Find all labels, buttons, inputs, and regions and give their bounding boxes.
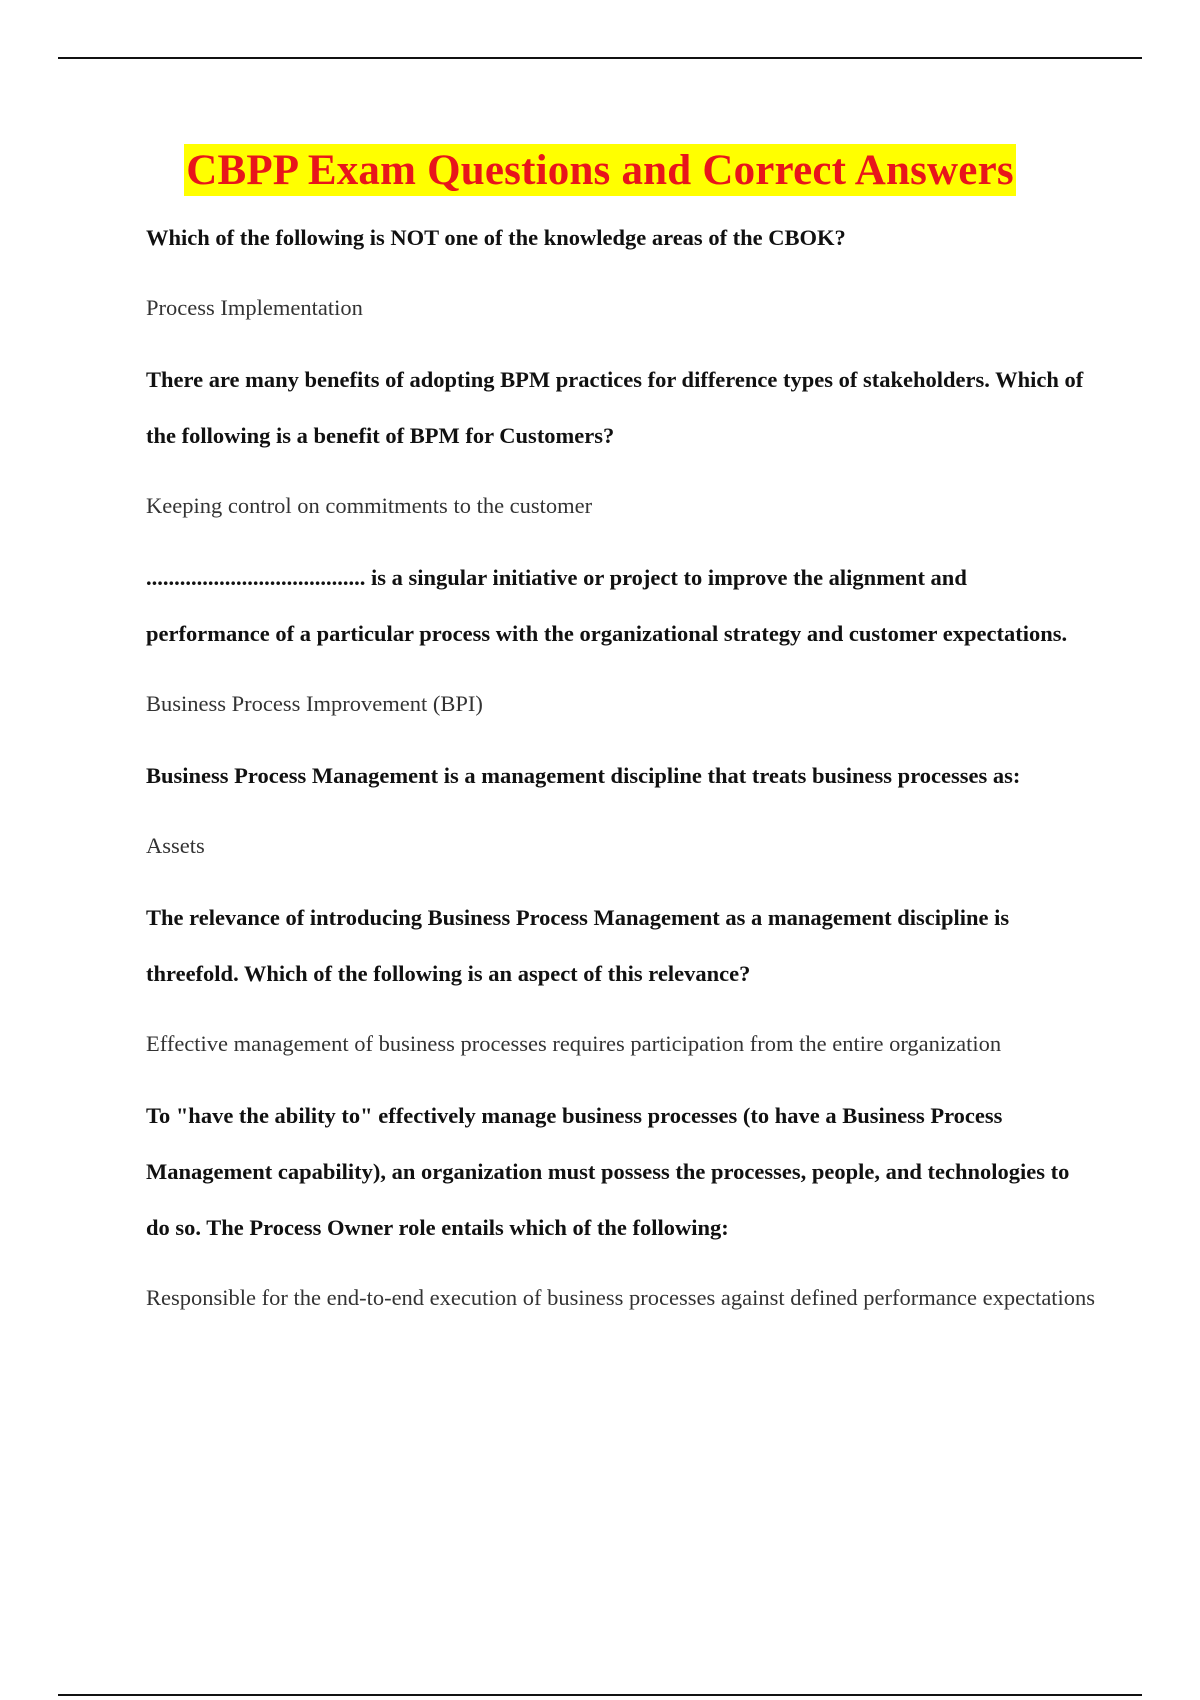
bottom-rule [58, 1694, 1142, 1696]
question-2: There are many benefits of adopting BPM practices for difference types of stakeholders. Which of the following is a benefit of BPM for Customers? [146, 367, 1084, 448]
question-3: ....................................... is a singular initiative or project to improve the alignment and performance of a particular process with the organizational strategy and customer expectations. [146, 565, 1068, 646]
answer-3: Business Process Improvement (BPI) [146, 691, 483, 716]
answer-5: Effective management of business processes requires participation from the entire organization [146, 1031, 1002, 1056]
document-title: CBPP Exam Questions and Correct Answers [184, 144, 1016, 196]
answer-2: Keeping control on commitments to the customer [146, 493, 593, 518]
question-1: Which of the following is NOT one of the knowledge areas of the CBOK? [146, 225, 846, 250]
question-5: The relevance of introducing Business Process Management as a management discipline is threefold. Which of the following is an aspect of this relevance? [146, 905, 1010, 986]
title-container [0, 144, 1200, 196]
qa-content [146, 210, 1096, 1326]
answer-6: Responsible for the end-to-end execution of business processes against defined performance expectations [146, 1285, 1096, 1310]
answer-4: Assets [146, 833, 205, 858]
top-rule [58, 57, 1142, 59]
answer-1: Process Implementation [146, 295, 363, 320]
question-6: To "have the ability to" effectively manage business processes (to have a Business Process Management capability), an organization must possess the processes, people, and technologies to do so. The Process Owner role entails which of the following: [146, 1103, 1070, 1240]
question-4: Business Process Management is a management discipline that treats business processes as: [146, 763, 1021, 788]
